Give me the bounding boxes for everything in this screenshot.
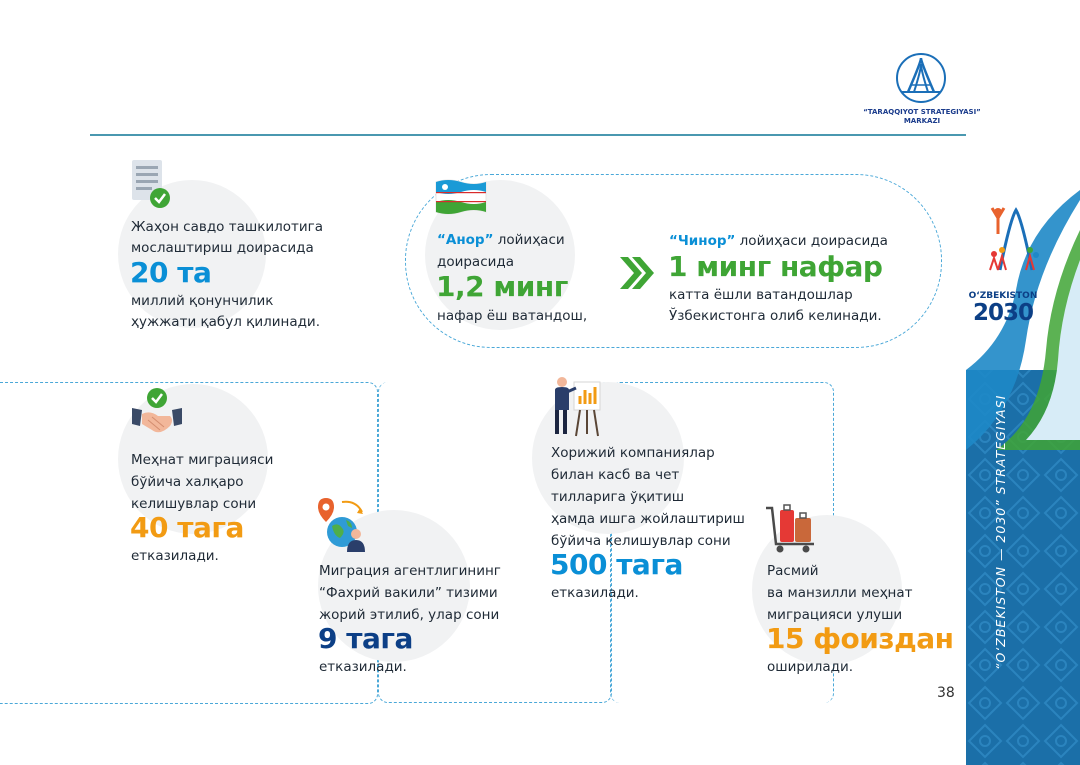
anor-line2: доирасида bbox=[437, 254, 515, 270]
anor-line1 bbox=[437, 229, 565, 251]
wto-line4: ҳужжати қабул қилинади. bbox=[131, 314, 320, 330]
chinor-line3: Ўзбекистонга олиб келинади. bbox=[669, 308, 882, 324]
sidebar-vertical-text: “O‘ZBEKISTON — 2030” STRATEGIYASI bbox=[993, 394, 1008, 670]
sidebar-decoration bbox=[966, 190, 1080, 765]
agency-line4: етказилади. bbox=[319, 659, 407, 675]
presenter-board-icon bbox=[552, 374, 604, 438]
official-line2: ва манзилли меҳнат bbox=[767, 585, 913, 601]
page-number: 38 bbox=[937, 685, 955, 701]
strategy-center-logo-icon bbox=[890, 52, 952, 104]
training-line4: ҳамда ишга жойлаштириш bbox=[551, 511, 745, 527]
logo-subtitle: MARKAZI bbox=[903, 117, 941, 125]
chinor-project-name: “Чинор” bbox=[669, 233, 736, 249]
brand-top-text: O‘ZBEKISTON bbox=[968, 291, 1038, 301]
uzbekistan-flag-icon bbox=[434, 178, 488, 218]
training-line6: етказилади. bbox=[551, 585, 639, 601]
official-line4: оширилади. bbox=[767, 659, 854, 675]
double-chevron-right-icon bbox=[618, 255, 656, 291]
agency-number: 9 тага bbox=[318, 622, 413, 655]
training-line2: билан касб ва чет bbox=[551, 467, 680, 483]
agency-line2: “Фахрий вакили” тизими bbox=[319, 585, 498, 601]
agency-line3: жорий этилиб, улар сони bbox=[319, 607, 500, 623]
header-divider bbox=[90, 134, 966, 136]
wto-number: 20 та bbox=[130, 256, 212, 289]
header-logo bbox=[862, 48, 982, 128]
official-line1: Расмий bbox=[767, 563, 819, 579]
labor-line1: Меҳнат миграцияси bbox=[131, 452, 274, 468]
official-number: 15 фоиздан bbox=[766, 622, 954, 655]
brand-year-text: 2030 bbox=[972, 300, 1033, 326]
uzbekistan-2030-emblem-icon bbox=[980, 200, 1040, 275]
handshake-check-icon bbox=[130, 386, 184, 442]
anor-project-name: “Анор” bbox=[437, 232, 494, 248]
agency-line1: Миграция агентлигининг bbox=[319, 563, 501, 579]
anor-line3: нафар ёш ватандош, bbox=[437, 308, 588, 324]
chinor-line1-rest: лойиҳаси доирасида bbox=[735, 233, 888, 249]
official-line3: миграцияси улуши bbox=[767, 607, 903, 623]
labor-line4: етказилади. bbox=[131, 548, 219, 564]
wto-line2: мослаштириш доирасида bbox=[131, 240, 314, 256]
anor-number: 1,2 минг bbox=[436, 270, 568, 303]
chinor-line2: катта ёшли ватандошлар bbox=[669, 287, 853, 303]
labor-line2: бўйича халқаро bbox=[131, 474, 244, 490]
logo-title: “TARAQQIYOT STRATEGIYASI” bbox=[863, 108, 981, 116]
chinor-number: 1 минг нафар bbox=[668, 250, 883, 283]
chinor-line1 bbox=[669, 230, 888, 252]
luggage-trolley-icon bbox=[764, 502, 816, 554]
training-number: 500 тага bbox=[550, 548, 683, 581]
globe-location-person-icon bbox=[316, 496, 370, 554]
training-line1: Хорижий компаниялар bbox=[551, 445, 715, 461]
anor-line1-rest: лойиҳаси bbox=[493, 232, 565, 248]
labor-line3: келишувлар сони bbox=[131, 496, 257, 512]
wto-line3: миллий қонунчилик bbox=[131, 293, 274, 309]
training-line5: бўйича келишувлар сони bbox=[551, 533, 731, 549]
labor-number: 40 тага bbox=[130, 511, 244, 544]
training-line3: тилларига ўқитиш bbox=[551, 489, 685, 505]
document-check-icon bbox=[128, 158, 174, 210]
wto-line1: Жаҳон савдо ташкилотига bbox=[131, 219, 324, 235]
